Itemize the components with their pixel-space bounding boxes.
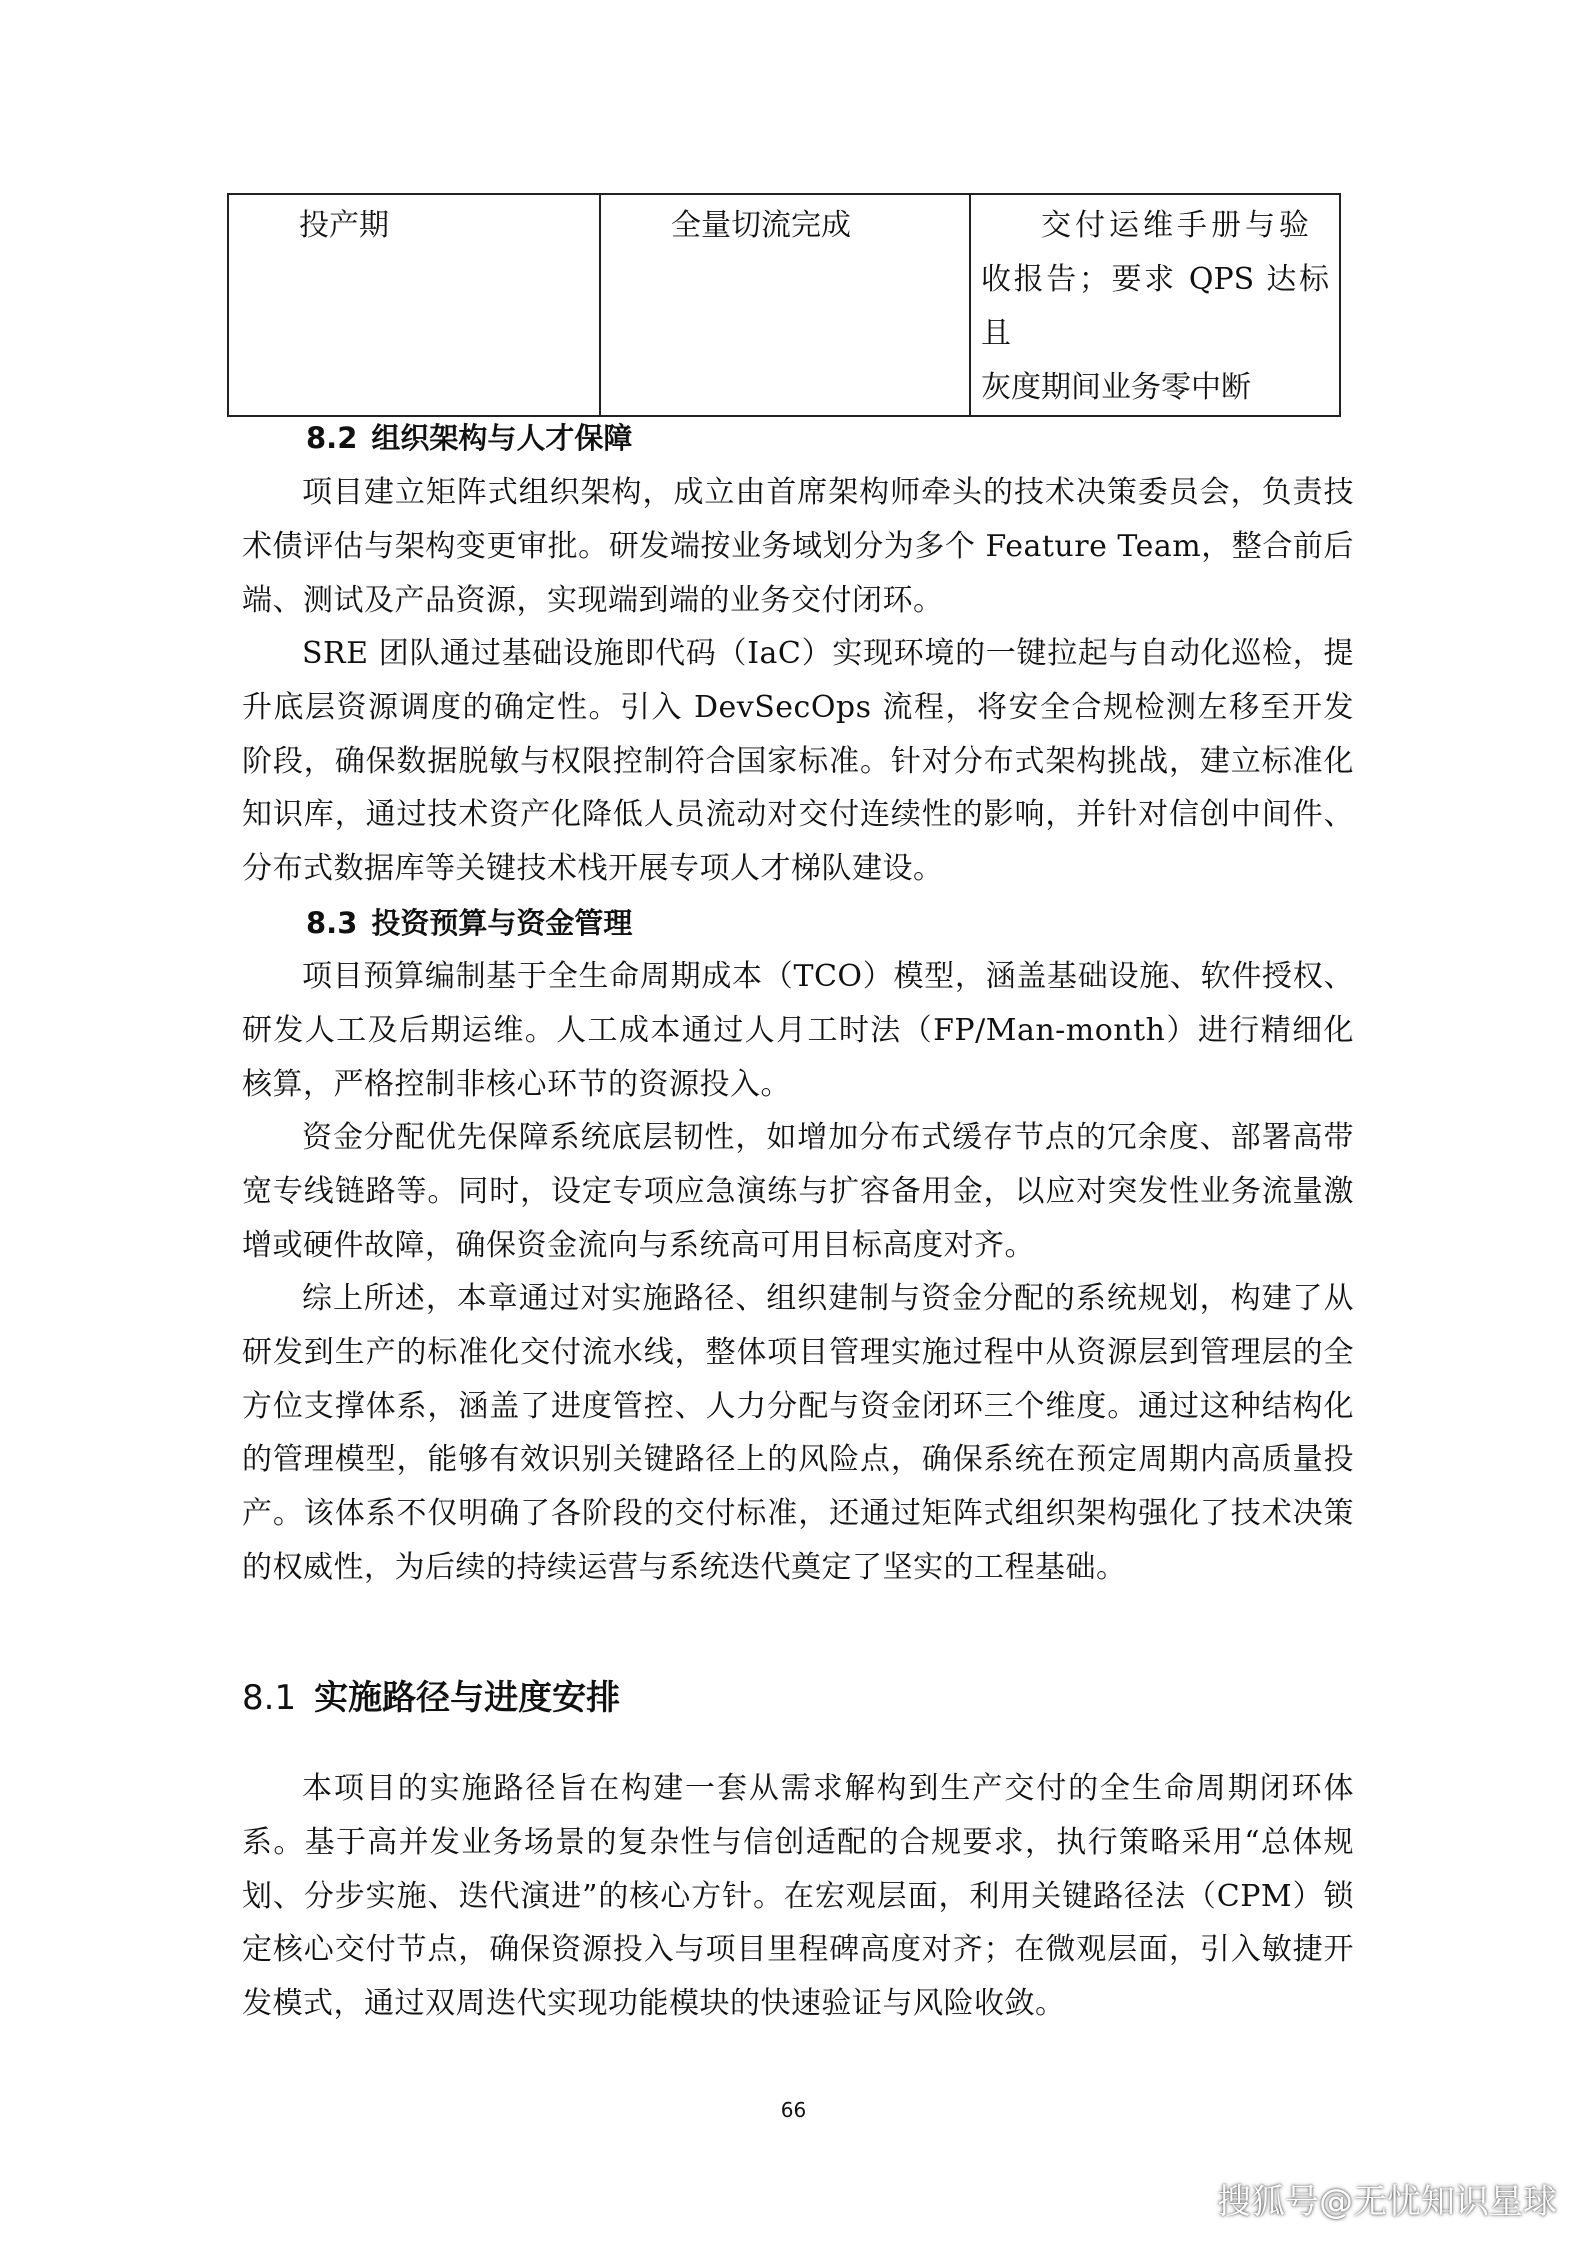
- paragraph: 项目预算编制基于全生命周期成本（TCO）模型，涵盖基础设施、软件授权、研发人工及后期运维。人工成本通过人月工时法（FP/Man-month）进行精细化核算，严格控制非核心环节的资源投入。: [242, 959, 1354, 1102]
- section-8-2-heading: [306, 411, 632, 465]
- table-row: [228, 194, 1340, 416]
- section-8-1-heading: [242, 1668, 620, 1728]
- paragraph: SRE 团队通过基础设施即代码（IaC）实现环境的一键拉起与自动化巡检，提升底层资源调度的确定性。引入 DevSecOps 流程，将安全合规检测左移至开发阶段，确保数据脱敏与权限控制符合国家标准。针对分布式架构挑战，建立标准化知识库，通过技术资产化降低人员流动对交付连续性的影响，并针对信创中间件、分布式数据库等关键技术栈开展专项人才梯队建设。: [242, 636, 1354, 887]
- page-number: 66: [780, 2098, 807, 2122]
- paragraph: 资金分配优先保障系统底层韧性，如增加分布式缓存节点的冗余度、部署高带宽专线链路等。同时，设定专项应急演练与扩容备用金，以应对突发性业务流量激增或硬件故障，确保资金流向与系统高可用目标高度对齐。: [242, 1120, 1354, 1263]
- deliverables-line: 灰度期间业务零中断: [981, 370, 1251, 405]
- phase-table: [227, 193, 1341, 417]
- paragraph: 项目建立矩阵式组织架构，成立由首席架构师牵头的技术决策委员会，负责技术债评估与架构变更审批。研发端按业务域划分为多个 Feature Team，整合前后端、测试及产品资源，实现端到端的业务交付闭环。: [242, 475, 1354, 618]
- paragraph: 本项目的实施路径旨在构建一套从需求解构到生产交付的全生命周期闭环体系。基于高并发业务场景的复杂性与信创适配的合规要求，执行策略采用“总体规划、分步实施、迭代演进”的核心方针。在宏观层面，利用关键路径法（CPM）锁定核心交付节点，确保资源投入与项目里程碑高度对齐；在微观层面，引入敏捷开发模式，通过双周迭代实现功能模块的快速验证与风险收敛。: [242, 1771, 1354, 2022]
- section-title: 投资预算与资金管理: [371, 906, 633, 940]
- paragraph: 综上所述，本章通过对实施路径、组织建制与资金分配的系统规划，构建了从研发到生产的标准化交付流水线，整体项目管理实施过程中从资源层到管理层的全方位支撑体系，涵盖了进度管控、人力分配与资金闭环三个维度。通过这种结构化的管理模型，能够有效识别关键路径上的风险点，确保系统在预定周期内高质量投产。该体系不仅明确了各阶段的交付标准，还通过矩阵式组织架构强化了技术决策的权威性，为后续的持续运营与系统迭代奠定了坚实的工程基础。: [242, 1281, 1354, 1585]
- deliverables-line: 收报告；要求 QPS 达标且: [981, 262, 1329, 351]
- section-number: 8.3: [306, 906, 358, 940]
- section-number: 8.2: [306, 421, 358, 455]
- deliverables-line: 交付运维手册与验: [1041, 208, 1313, 243]
- milestone-text: 全量切流完成: [671, 208, 851, 243]
- section-8-3-heading: [306, 896, 632, 950]
- table-cell-milestone: [600, 194, 970, 416]
- table-cell-phase: [228, 194, 600, 416]
- watermark: 搜狐号@无忧知识星球: [1217, 2182, 1557, 2222]
- table-cell-deliverables: [970, 194, 1340, 416]
- section-title: 实施路径与进度安排: [314, 1678, 621, 1718]
- section-number: 8.1: [242, 1678, 297, 1718]
- phase-text: 投产期: [299, 208, 389, 243]
- section-title: 组织架构与人才保障: [371, 421, 633, 455]
